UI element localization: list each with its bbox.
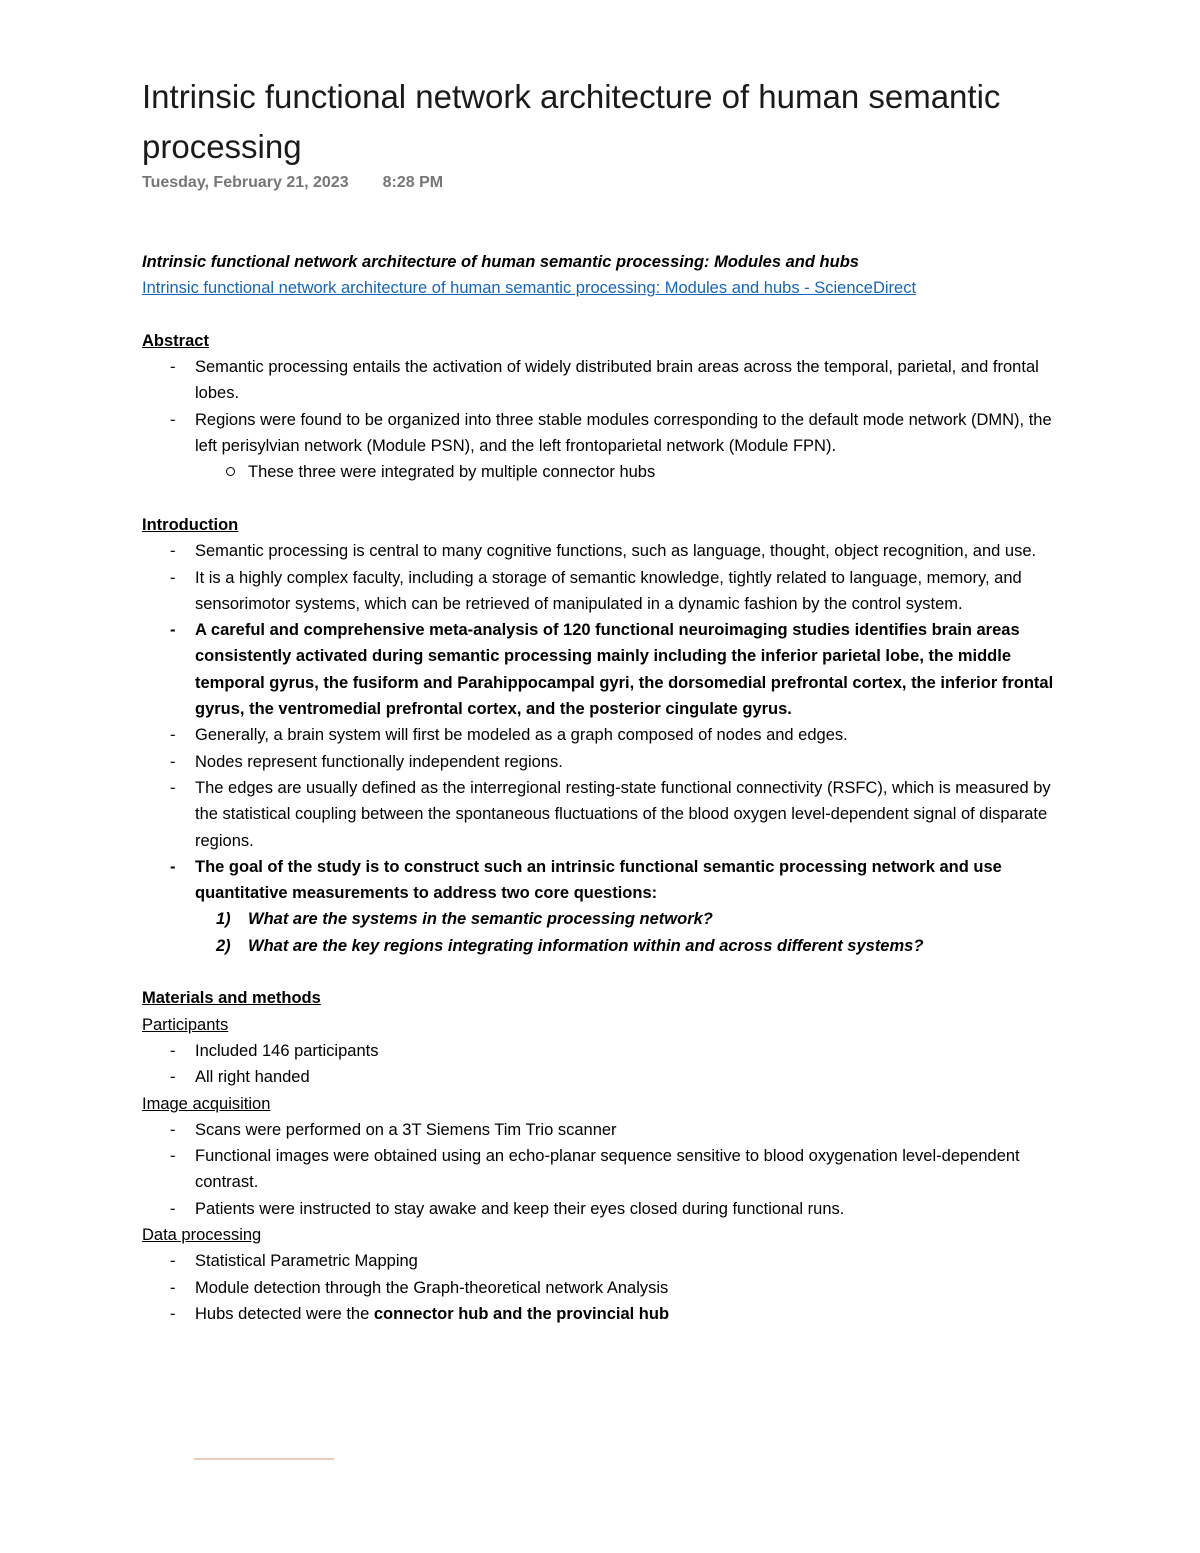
list-item: - Generally, a brain system will first be modeled as a graph composed of nodes and edges.	[170, 726, 848, 745]
participants-list	[142, 1038, 1062, 1091]
subheading-participants: Participants	[142, 1015, 229, 1034]
list-item: - All right handed	[170, 1068, 310, 1087]
dateline	[142, 174, 443, 192]
list-item: - Semantic processing is central to many cognitive functions, such as language, thought, object recognition, and use.	[170, 542, 1037, 561]
abstract-list	[142, 354, 1062, 459]
numbered-item: 2) What are the key regions integrating information within and across different systems?	[216, 936, 924, 955]
list-item: - Scans were performed on a 3T Siemens Tim Trio scanner	[170, 1120, 617, 1139]
list-item: - It is a highly complex faculty, including a storage of semantic knowledge, tightly related to language, memory, and sensorimotor systems, which can be retrieved of manipulated in a dynamic fashion by the control system.	[170, 568, 1022, 613]
circle-bullet-icon	[226, 467, 235, 476]
section-heading-methods: Materials and methods	[142, 989, 321, 1008]
list-item: - Nodes represent functionally independent regions.	[170, 752, 563, 771]
processing-list	[142, 1248, 1062, 1327]
section-heading-abstract: Abstract	[142, 331, 209, 350]
introduction-list	[142, 538, 1062, 906]
list-item: - Module detection through the Graph-theoretical network Analysis	[170, 1278, 669, 1297]
article-link[interactable]: Intrinsic functional network architecture of human semantic processing: Modules and hubs - ScienceDirect	[142, 279, 917, 298]
note-time: 8:28 PM	[382, 174, 444, 191]
abstract-sublist	[142, 459, 1062, 485]
list-item: - Statistical Parametric Mapping	[170, 1252, 418, 1271]
subheading-image-acquisition: Image acquisition	[142, 1094, 271, 1113]
note-body	[142, 249, 1062, 1327]
list-item: - Hubs detected were the connector hub and the provincial hub	[170, 1304, 670, 1323]
subheading-data-processing: Data processing	[142, 1225, 262, 1244]
list-item: - Patients were instructed to stay awake and keep their eyes closed during functional runs.	[170, 1199, 845, 1218]
list-item: - A careful and comprehensive meta-analysis of 120 functional neuroimaging studies identifies brain areas consistently activated during semantic processing mainly including the inferior parietal lobe, the middle temporal gyrus, the fusiform and Parahippocampal gyri, the dorsomedial prefrontal cortex, the inferior frontal gyrus, the ventromedial prefrontal cortex, and the posterior cingulate gyrus.	[170, 621, 1054, 719]
spellcheck-underline	[194, 1458, 334, 1460]
numbered-item: 1) What are the systems in the semantic processing network?	[216, 910, 713, 929]
list-item: - The goal of the study is to construct such an intrinsic functional semantic processing network and use quantitative measurements to address two core questions:	[170, 857, 1002, 903]
list-item: - Regions were found to be organized into three stable modules corresponding to the default mode network (DMN), the left perisylvian network (Module PSN), and the left frontoparietal network (Module FPN).	[170, 410, 1052, 456]
list-item: - Functional images were obtained using an echo-planar sequence sensitive to blood oxygenation level-dependent contrast.	[170, 1147, 1020, 1192]
note-date: Tuesday, February 21, 2023	[142, 174, 349, 191]
section-heading-introduction: Introduction	[142, 515, 239, 534]
page-title: Intrinsic functional network architecture of human semantic processing	[142, 78, 1001, 165]
article-subtitle: Intrinsic functional network architecture of human semantic processing: Modules and hubs	[142, 253, 859, 271]
list-item: - Semantic processing entails the activation of widely distributed brain areas across the temporal, parietal, and frontal lobes.	[170, 358, 1039, 403]
list-subitem: These three were integrated by multiple connector hubs	[142, 459, 1062, 485]
list-item: - Included 146 participants	[170, 1041, 379, 1060]
questions-list	[142, 906, 1062, 959]
list-item: - The edges are usually defined as the interregional resting-state functional connectivity (RSFC), which is measured by the statistical coupling between the spontaneous fluctuations of the blood oxygen level-dependent signal of disparate regions.	[170, 778, 1051, 850]
acquisition-list	[142, 1117, 1062, 1222]
